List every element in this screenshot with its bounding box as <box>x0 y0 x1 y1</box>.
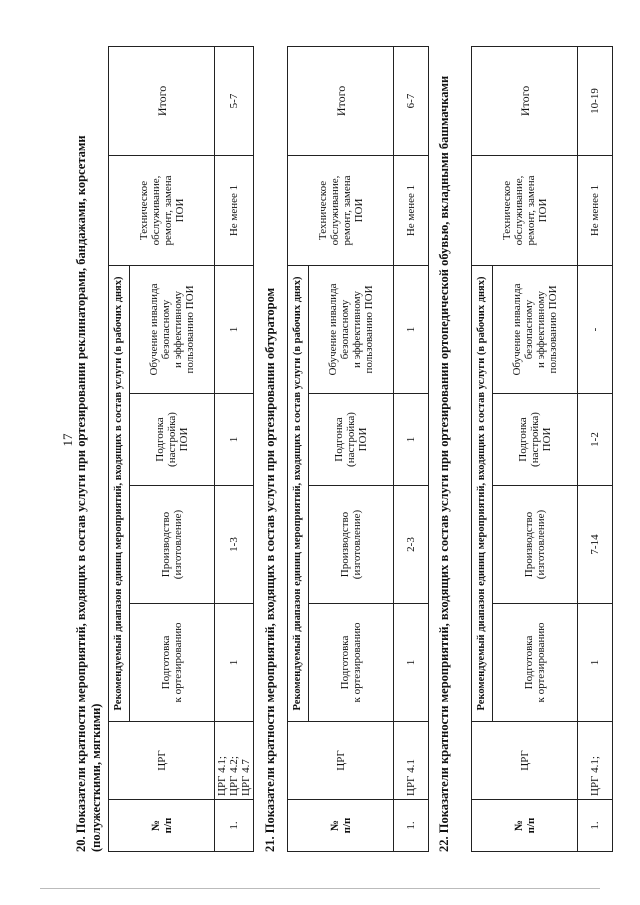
col-num-header: № п/п <box>288 800 394 852</box>
col-total-header: Итого <box>288 46 394 155</box>
col-range-header: Рекомендуемый диапазон единиц мероприятий, входящих в состав услуги (в рабочих днях) <box>288 265 309 721</box>
col-prep-header: Подготовка к ортезированию <box>309 604 394 722</box>
col-maintenance-header: Техническое обслуживание, ремонт, замена ПОИ <box>109 155 215 265</box>
col-production-header: Производство (изготовление) <box>493 486 578 604</box>
col-fitting-header: Подгонка (настройка) ПОИ <box>130 394 215 486</box>
col-training-header: Обучение инвалида безопасному и эффективному пользованию ПОИ <box>493 265 578 393</box>
scan-bottom-rule <box>40 888 600 889</box>
page-number: 17 <box>60 433 75 447</box>
cell-num: 1. <box>394 800 429 852</box>
col-maintenance-header: Техническое обслуживание, ремонт, замена ПОИ <box>288 155 394 265</box>
cell-fitting: 1 <box>394 394 429 486</box>
section-20-title: 20. Показатели кратности мероприятий, входящих в состав услуги при ортезировании реклинаторами, бандажами, корсетами (полужесткими, мягкими) <box>74 135 103 852</box>
cell-total: 6-7 <box>394 46 429 155</box>
cell-production: 7-14 <box>578 486 613 604</box>
cell-training: 1 <box>215 265 254 393</box>
cell-prep: 1 <box>394 604 429 722</box>
col-prep-header: Подготовка к ортезированию <box>130 604 215 722</box>
col-num-header: № п/п <box>109 800 215 852</box>
cell-prep: 1 <box>578 604 613 722</box>
cell-total: 10-19 <box>578 46 613 155</box>
col-num-header: № п/п <box>472 800 578 852</box>
cell-crg: ЦРГ 4.1 <box>394 722 429 800</box>
col-crg-header: ЦРГ <box>109 722 215 800</box>
cell-production: 1-3 <box>215 486 254 604</box>
header-row <box>109 46 130 851</box>
cell-crg: ЦРГ 4.1; <box>578 722 613 800</box>
rotated-document-page <box>60 30 620 860</box>
cell-total: 5-7 <box>215 46 254 155</box>
section-21-table <box>287 46 429 852</box>
col-production-header: Производство (изготовление) <box>309 486 394 604</box>
table-row <box>394 46 429 851</box>
col-total-header: Итого <box>472 46 578 155</box>
col-range-header: Рекомендуемый диапазон единиц мероприятий, входящих в состав услуги (в рабочих днях) <box>472 265 493 721</box>
section-21-title: 21. Показатели кратности мероприятий, входящих в состав услуги при ортезировании обтуратором <box>263 287 277 852</box>
col-crg-header: ЦРГ <box>288 722 394 800</box>
col-prep-header: Подготовка к ортезированию <box>493 604 578 722</box>
cell-prep: 1 <box>215 604 254 722</box>
cell-num: 1. <box>215 800 254 852</box>
cell-num: 1. <box>578 800 613 852</box>
section-22-title: 22. Показатели кратности мероприятий, входящих в состав услуги при ортезировании ортопедической обувью, вкладными башмачками <box>437 75 451 852</box>
col-fitting-header: Подгонка (настройка) ПОИ <box>493 394 578 486</box>
cell-maintenance: Не менее 1 <box>394 155 429 265</box>
table-row <box>578 46 613 851</box>
col-total-header: Итого <box>109 46 215 155</box>
cell-production: 2-3 <box>394 486 429 604</box>
cell-fitting: 1 <box>215 394 254 486</box>
header-row <box>288 46 309 851</box>
col-training-header: Обучение инвалида безопасному и эффективному пользованию ПОИ <box>309 265 394 393</box>
section-20-table <box>108 46 254 852</box>
cell-maintenance: Не менее 1 <box>215 155 254 265</box>
table-row <box>215 46 254 851</box>
col-maintenance-header: Техническое обслуживание, ремонт, замена ПОИ <box>472 155 578 265</box>
cell-crg: ЦРГ 4.1; ЦРГ 4.2; ЦРГ 4.7 <box>215 722 254 800</box>
header-row <box>472 46 493 851</box>
col-training-header: Обучение инвалида безопасному и эффективному пользованию ПОИ <box>130 265 215 393</box>
cell-fitting: 1-2 <box>578 394 613 486</box>
section-22-table <box>471 46 613 852</box>
col-crg-header: ЦРГ <box>472 722 578 800</box>
cell-training: - <box>578 265 613 393</box>
col-production-header: Производство (изготовление) <box>130 486 215 604</box>
col-range-header: Рекомендуемый диапазон единиц мероприятий, входящих в состав услуги (в рабочих днях) <box>109 265 130 721</box>
cell-training: 1 <box>394 265 429 393</box>
cell-maintenance: Не менее 1 <box>578 155 613 265</box>
col-fitting-header: Подгонка (настройка) ПОИ <box>309 394 394 486</box>
